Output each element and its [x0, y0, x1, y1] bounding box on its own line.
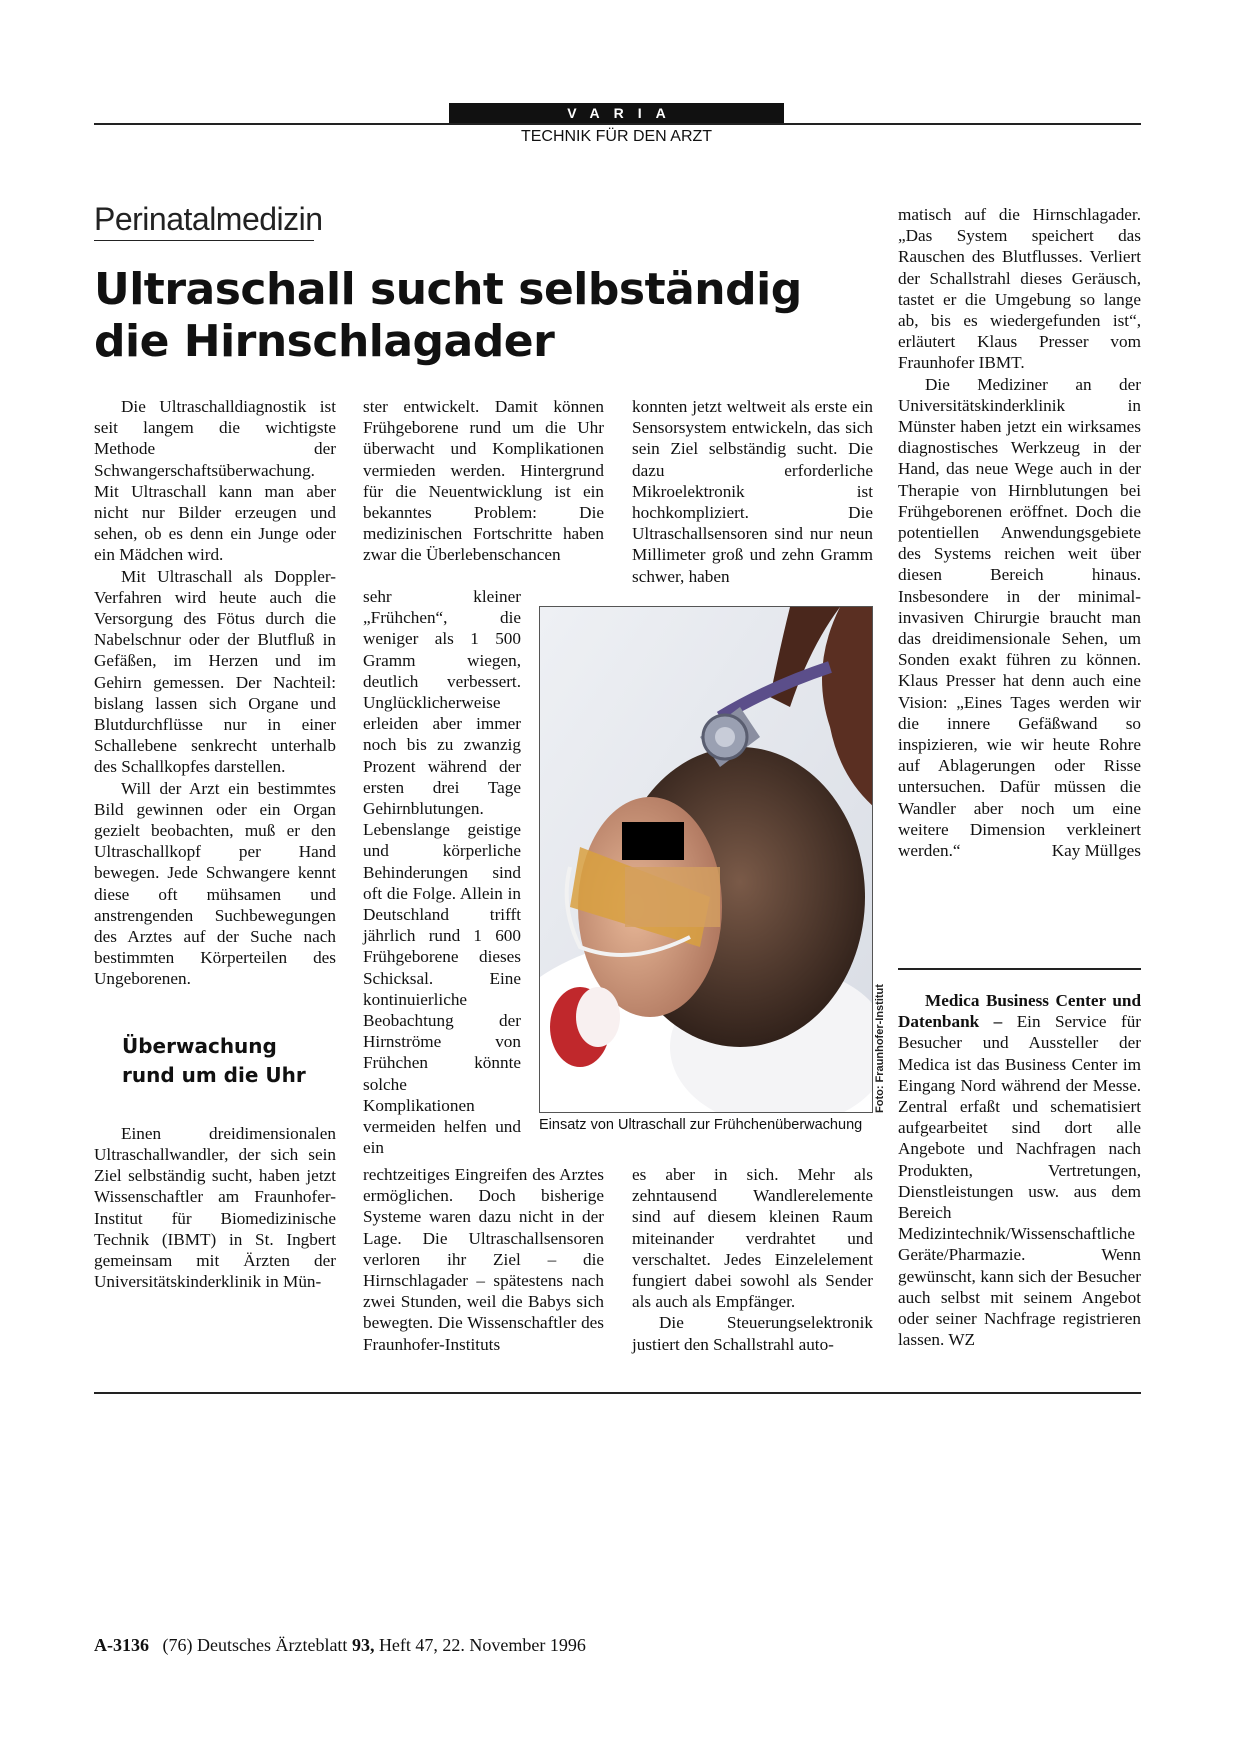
paragraph: Die Steuerungselektronik justiert den Schallstrahl auto-	[632, 1313, 873, 1354]
headline	[94, 264, 854, 368]
subheading-line-2: rund um die Uhr	[122, 1062, 306, 1087]
paragraph: es aber in sich. Mehr als zehntausend Wandlerelemente sind auf diesem kleinen Raum miteinander verdrahtet und verschaltet. Jedes Einzelelement fungiert dabei sowohl als Sender als auch als Empfänger.	[632, 1165, 873, 1312]
journal-name: (76) Deutsches Ärzteblatt	[162, 1635, 348, 1655]
paragraph: ster entwickelt. Damit können Frühgeborene rund um die Uhr überwacht und Komplikationen vermieden werden. Hintergrund für die Neuentwicklung ist ein bekanntes Problem: Die medizinischen Fortschritte haben zwar die Überlebenschancen	[363, 397, 604, 565]
subheading	[94, 1032, 336, 1090]
photo-caption: Einsatz von Ultraschall zur Frühchenüberwachung	[539, 1117, 863, 1133]
subsection-label: TECHNIK FÜR DEN ARZT	[520, 128, 713, 145]
baby-photo-illustration	[540, 607, 873, 1113]
column-4	[898, 204, 1141, 861]
baby-photo	[539, 606, 873, 1113]
info-box	[898, 990, 1141, 1350]
kicker-underline	[94, 240, 314, 241]
column-2-bottom	[363, 1164, 604, 1355]
header-rule	[94, 123, 1141, 125]
headline-line-2: die Hirnschlagader	[94, 316, 555, 367]
photo-credit: Foto: Fraunhofer-Institut	[874, 984, 886, 1113]
paragraph: sehr kleiner „Frühchen“, die weniger als 1 500 Gramm wiegen, deutlich verbessert. Unglücklicherweise erleiden aber immer noch bis zu zwanzig Prozent während der ersten drei Tage Gehirnblutungen. Lebenslange geistige und körperliche Behinderungen sind oft die Folge. Allein in Deutschland trifft jährlich rund 1 600 Frühgeborene dieses Schicksal. Eine kontinuierliche Beobachtung der Hirnströme von Frühchen könnte solche Komplikationen vermeiden helfen und ein	[363, 587, 521, 1158]
bottom-rule	[94, 1392, 1141, 1394]
column-3-top	[632, 396, 873, 587]
paragraph: matisch auf die Hirnschlagader. „Das System speichert das Rauschen des Blutflusses. Verliert der Schallstrahl dieses Geräusch, tastet er die Umgebung so lange ab, bis es wiedergefunden ist“, erläutert Klaus Presser vom Fraunhofer IBMT.	[898, 205, 1141, 373]
page-number: A-3136	[94, 1635, 149, 1655]
column-1	[94, 396, 336, 1292]
paragraph: Die Mediziner an der Universitätskinderklinik in Münster haben jetzt ein wirksames diagnostisches Werkzeug in der Hand, das neue Wege auch in der Therapie von Hirnblutungen bei Frühgeborenen eröffnet. Doch die potentiellen Anwendungsgebiete des Systems reichen weit über diesen Bereich hinaus. Insbesondere in der minimal-invasiven Chirurgie braucht man das dreidimensionale Sehen, um Sonden exakt führen zu können. Klaus Presser hat denn auch eine Vision: „Eines Tages werden wir die innere Gefäßwand so inspizieren, wie wir heute Rohre auf Ablagerungen oder Risse untersuchen. Dafür müssen die Wandler aber noch um eine weitere Dimension verkleinert werden.“	[898, 374, 1141, 861]
kicker: Perinatalmedizin	[94, 201, 323, 237]
column-2-top	[363, 396, 604, 566]
paragraph: rechtzeitiges Eingreifen des Arztes ermöglichen. Doch bisherige Systeme waren dazu nicht in der Lage. Die Ultraschallsensoren verloren ihr Ziel – die Hirnschlagader – spätestens nach zwei Stunden, weil die Babys sich bewegten. Die Wissenschaftler des Fraunhofer-Instituts	[363, 1165, 604, 1354]
info-box-title: Medica Business Center und Datenbank –	[898, 991, 1141, 1032]
paragraph: Mit Ultraschall als Doppler-Verfahren wird heute auch die Versorgung des Fötus durch die Nabelschnur oder der Blutfluß in Gefäßen, im Herzen und im Gehirn gemessen. Der Nachteil: bislang lassen sich Organe und Blutdurchflüsse nur in einer Schallebene senkrecht unterhalb des Schallkopfes darstellen.	[94, 566, 336, 777]
info-box-body: Ein Service für Besucher und Aussteller der Medica ist das Business Center im Eingang Nord während der Messe. Zentral erfaßt und schematisiert aufgearbeitet sind dort alle Angebote und Nachfragen nach Produkten, Vertretungen, Dienstleistungen usw. aus dem Bereich Medizintechnik/Wissenschaftliche Geräte/Pharmazie. Wenn gewünscht, kann sich der Besucher auch selbst mit seinem Angebot oder seiner Nachfrage registrieren lassen.	[898, 1012, 1142, 1350]
box-rule	[898, 968, 1141, 970]
column-2-narrow	[363, 586, 521, 1158]
footer	[94, 1635, 586, 1656]
info-box-author: WZ	[948, 1330, 976, 1350]
section-bar: VARIA	[449, 103, 784, 123]
paragraph: konnten jetzt weltweit als erste ein Sensorsystem entwickeln, das sich sein Ziel selbständig sucht. Die dazu erforderliche Mikroelektronik ist hochkompliziert. Die Ultraschallsensoren sind nur neun Millimeter groß und zehn Gramm schwer, haben	[632, 397, 873, 586]
author: Kay Müllges	[1051, 841, 1141, 861]
headline-line-1: Ultraschall sucht selbständig	[94, 264, 802, 315]
subheading-line-1: Überwachung	[122, 1033, 277, 1058]
issue-date: Heft 47, 22. November 1996	[378, 1635, 586, 1655]
paragraph: Die Ultraschalldiagnostik ist seit langem die wichtigste Methode der Schwangerschaftsüberwachung. Mit Ultraschall kann man aber nicht nur Bilder erzeugen und sehen, ob es denn ein Junge oder ein Mädchen wird.	[94, 397, 336, 565]
paragraph: Will der Arzt ein bestimmtes Bild gewinnen oder ein Organ gezielt beobachten, muß er den Ultraschallkopf per Hand bewegen. Jede Schwangere kennt diese oft mühsamen und anstrengenden Suchbewegungen des Arztes auf der Suche nach bestimmten Körperteilen des Ungeborenen.	[94, 778, 336, 989]
column-3-bottom	[632, 1164, 873, 1355]
paragraph: Einen dreidimensionalen Ultraschallwandler, der sich sein Ziel selbständig sucht, haben jetzt Wissenschaftler am Fraunhofer-Institut für Biomedizinische Technik (IBMT) in St. Ingbert gemeinsam mit Ärzten der Universitätskinderklinik in Mün-	[94, 1123, 336, 1292]
journal-volume: 93,	[351, 1635, 375, 1655]
info-box-text	[898, 990, 1141, 1350]
